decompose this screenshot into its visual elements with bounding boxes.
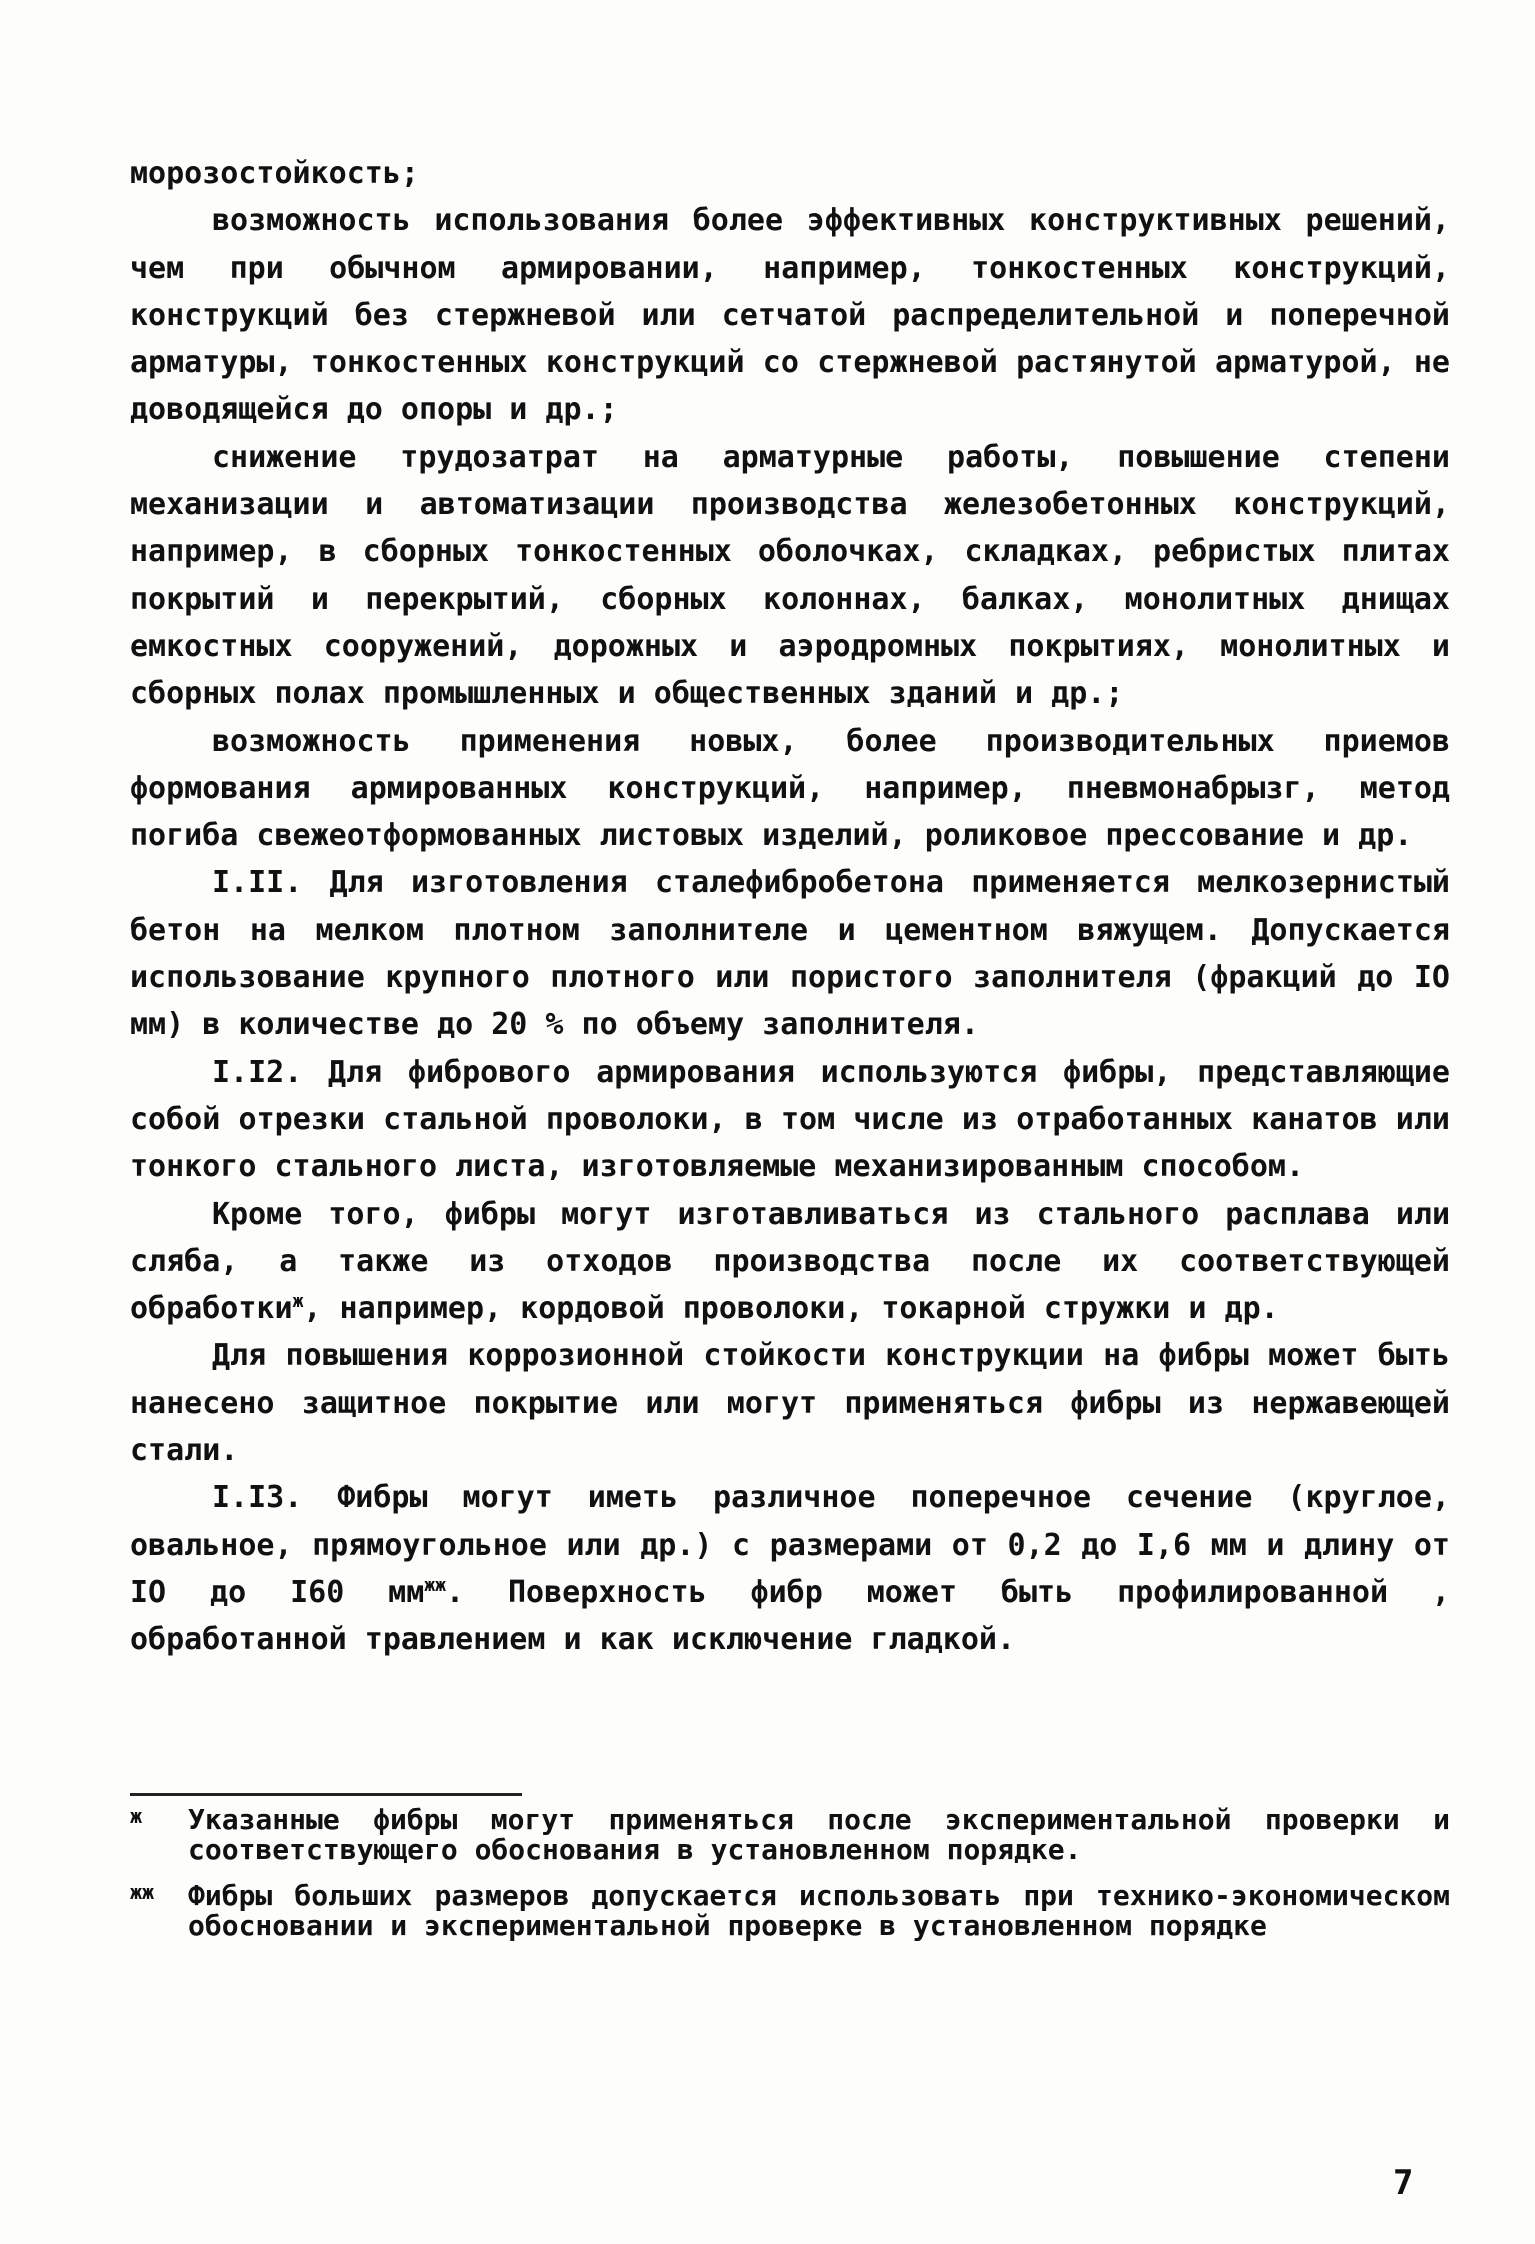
footnotes: [130, 1805, 1450, 1957]
footnote-ref-2: жж: [424, 1574, 446, 1596]
clause-1-11: I.II. Для изготовления сталефибробетона применяется мелкозернистый бетон на мелком плотном заполнителе и цементном вяжущем. Допускается использование крупного плотного или пористого заполнителя (фракций до IO мм) в количестве до 20 % по объему заполнителя.: [130, 865, 1450, 1043]
page-number: 7: [1393, 2163, 1414, 2203]
paragraph-new-methods: возможность применения новых, более производительных приемов формования армированных конструкций, например, пневмонабрызг, метод погиба свежеотформованных листовых изделий, роликовое прессование и др.: [130, 723, 1450, 854]
paragraph-structural-solutions: возможность использования более эффективных конструктивных решений, чем при обычном армировании, например, тонкостенных конструкций, конструкций без стержневой или сетчатой распределительной и поперечной арматуры, тонкостенных конструкций со стержневой растянутой арматурой, не доводящейся до опоры и др.;: [130, 203, 1450, 428]
clause-1-13-text-end: . Поверхность фибр может быть профилированной , обработанной травлением и как исключение гладкой.: [130, 1574, 1450, 1658]
melt-fibers-text: Кроме того, фибры могут изготавливаться из стального расплава или сляба, а также из отходов производства после их соответствующей обработки: [130, 1196, 1450, 1327]
footnote-mark-1: ж: [130, 1804, 143, 1828]
paragraph-frost-resistance: морозостойкость;: [130, 156, 419, 191]
footnote-2: [130, 1881, 1450, 1941]
footnote-text-2: Фибры больших размеров допускается использовать при технико-экономическом обосновании и экспериментальной проверке в установленном порядке: [188, 1879, 1450, 1942]
paragraph-labor-reduction: снижение трудозатрат на арматурные работы, повышение степени механизации и автоматизации производства железобетонных конструкций, например, в сборных тонкостенных оболочках, складках, ребристых плитах покрытий и перекрытий, сборных колоннах, балках, монолитных днищах емкостных сооружений, дорожных и аэродромных покрытиях, монолитных и сборных полах промышленных и общественных зданий и др.;: [130, 439, 1450, 712]
footnote-text-1: Указанные фибры могут применяться после экспериментальной проверки и соответствующего обоснования в установленном порядке.: [188, 1803, 1450, 1866]
footnote-1: [130, 1805, 1450, 1865]
clause-1-13: [130, 1474, 1450, 1663]
paragraph-corrosion: Для повышения коррозионной стойкости конструкции на фибры может быть нанесено защитное покрытие или могут применяться фибры из нержавеющей стали.: [130, 1338, 1450, 1469]
footnote-divider: [130, 1793, 522, 1796]
footnote-mark-2: жж: [130, 1880, 155, 1904]
melt-fibers-text-end: , например, кордовой проволоки, токарной стружки и др.: [303, 1291, 1279, 1327]
clause-1-13-text: I.I3. Фибры могут иметь различное поперечное сечение (круглое, овальное, прямоугольное или др.) с размерами от 0,2 до I,6 мм и длину от IO до I60 мм: [130, 1480, 1450, 1610]
footnote-ref-1: ж: [292, 1291, 304, 1313]
clause-1-12: I.I2. Для фибрового армирования используются фибры, представляющие собой отрезки стальной проволоки, в том числе из отработанных канатов или тонкого стального листа, изготовляемые механизированным способом.: [130, 1054, 1450, 1185]
paragraph-melt-fibers: [130, 1191, 1450, 1333]
body-text: [130, 150, 1450, 1664]
